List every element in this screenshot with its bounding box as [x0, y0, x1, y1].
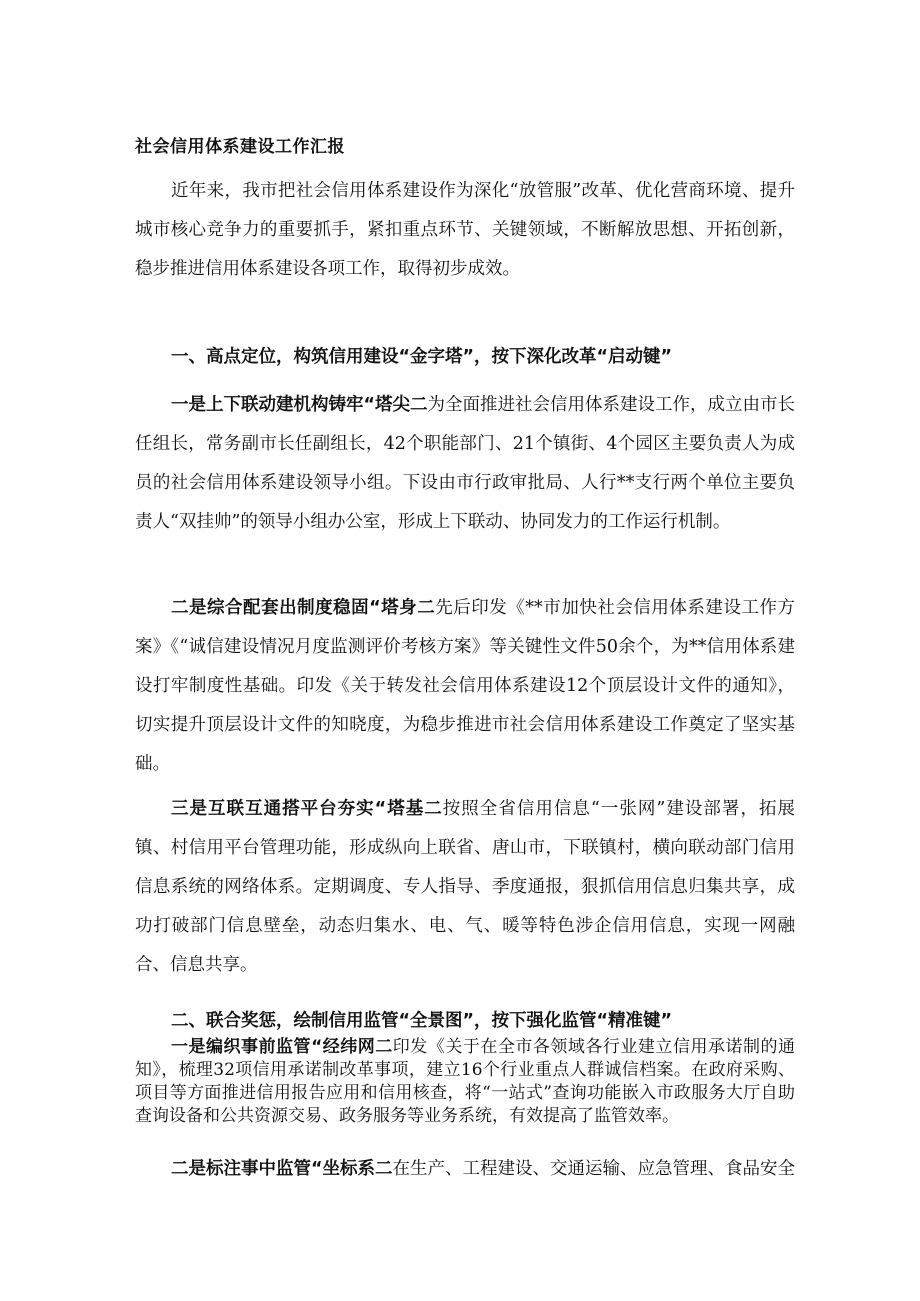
- document-title: 社会信用体系建设工作汇报: [135, 137, 345, 157]
- paragraph-lead: 一是上下联动建机构铸牢“塔尖二: [171, 395, 428, 415]
- section-1-paragraph-2: [135, 589, 795, 784]
- section-2-paragraph-1: [135, 1036, 795, 1128]
- intro-paragraph: 近年来，我市把社会信用体系建设作为深化“放管服”改革、优化营商环境、提升城市核心竞争力的重要抓手，紧扣重点环节、关键领域，不断解放思想、开拓创新，稳步推进信用体系建设各项工作，取得初步成效。: [135, 181, 795, 279]
- section-1-paragraph-3: [135, 790, 795, 985]
- paragraph-body: 印发《关于在全市各领域各行业建立信用承诺制的通知》，梳理32项信用承诺制改革事项，建立16个行业重点人群诚信档案。在政府采购、项目等方面推进信用报告应用和信用核查，将“一站式”查询功能嵌入市政服务大厅自助查询设备和公共资源交易、政务服务等业务系统，有效提高了监管效率。: [135, 1037, 795, 1126]
- paragraph-body: 为全面推进社会信用体系建设工作，成立由市长任组长，常务副市长任副组长，42个职能部门、21个镇街、4个园区主要负责人为成员的社会信用体系建设领导小组。下设由市行政审批局、人行**支行两个单位主要负责人“双挂帅”的领导小组办公室，形成上下联动、协同发力的工作运行机制。: [135, 395, 796, 532]
- section-1-heading: 一、高点定位，构筑信用建设“金字塔”，按下深化改革“启动键”: [171, 347, 673, 367]
- paragraph-body: 先后印发《**市加快社会信用体系建设工作方案》《“诚信建设情况月度监测评价考核方案》等关键性文件50余个，为**信用体系建设打牢制度性基础。印发《关于转发社会信用体系建设12个顶层设计文件的通知》，切实提升顶层设计文件的知晓度，为稳步推进市社会信用体系建设工作奠定了坚实基础。: [135, 598, 795, 774]
- paragraph-body: 按照全省信用信息“一张网”建设部署，拓展镇、村信用平台管理功能，形成纵向上联省、唐山市，下联镇村，横向联动部门信用信息系统的网络体系。定期调度、专人指导、季度通报，狠抓信用信息归集共享，成功打破部门信息壁垒，动态归集水、电、气、暖等特色涉企信用信息，实现一网融合、信息共享。: [135, 799, 795, 975]
- paragraph-lead: 二是综合配套出制度稳固“塔身二: [171, 598, 436, 618]
- section-2-heading: 二、联合奖惩，绘制信用监管“全景图”，按下强化监管“精准键”: [171, 1011, 673, 1031]
- paragraph-body: 在生产、工程建设、交通运输、应急管理、食品安全: [392, 1159, 796, 1179]
- section-1-paragraph-1: [135, 386, 795, 542]
- paragraph-lead: 二是标注事中监管“坐标系二: [171, 1159, 393, 1179]
- paragraph-lead: 三是互联互通搭平台夯实“塔基二: [171, 799, 443, 819]
- section-2-paragraph-2: [135, 1150, 795, 1189]
- paragraph-lead: 一是编织事前监管“经纬网二: [171, 1037, 393, 1057]
